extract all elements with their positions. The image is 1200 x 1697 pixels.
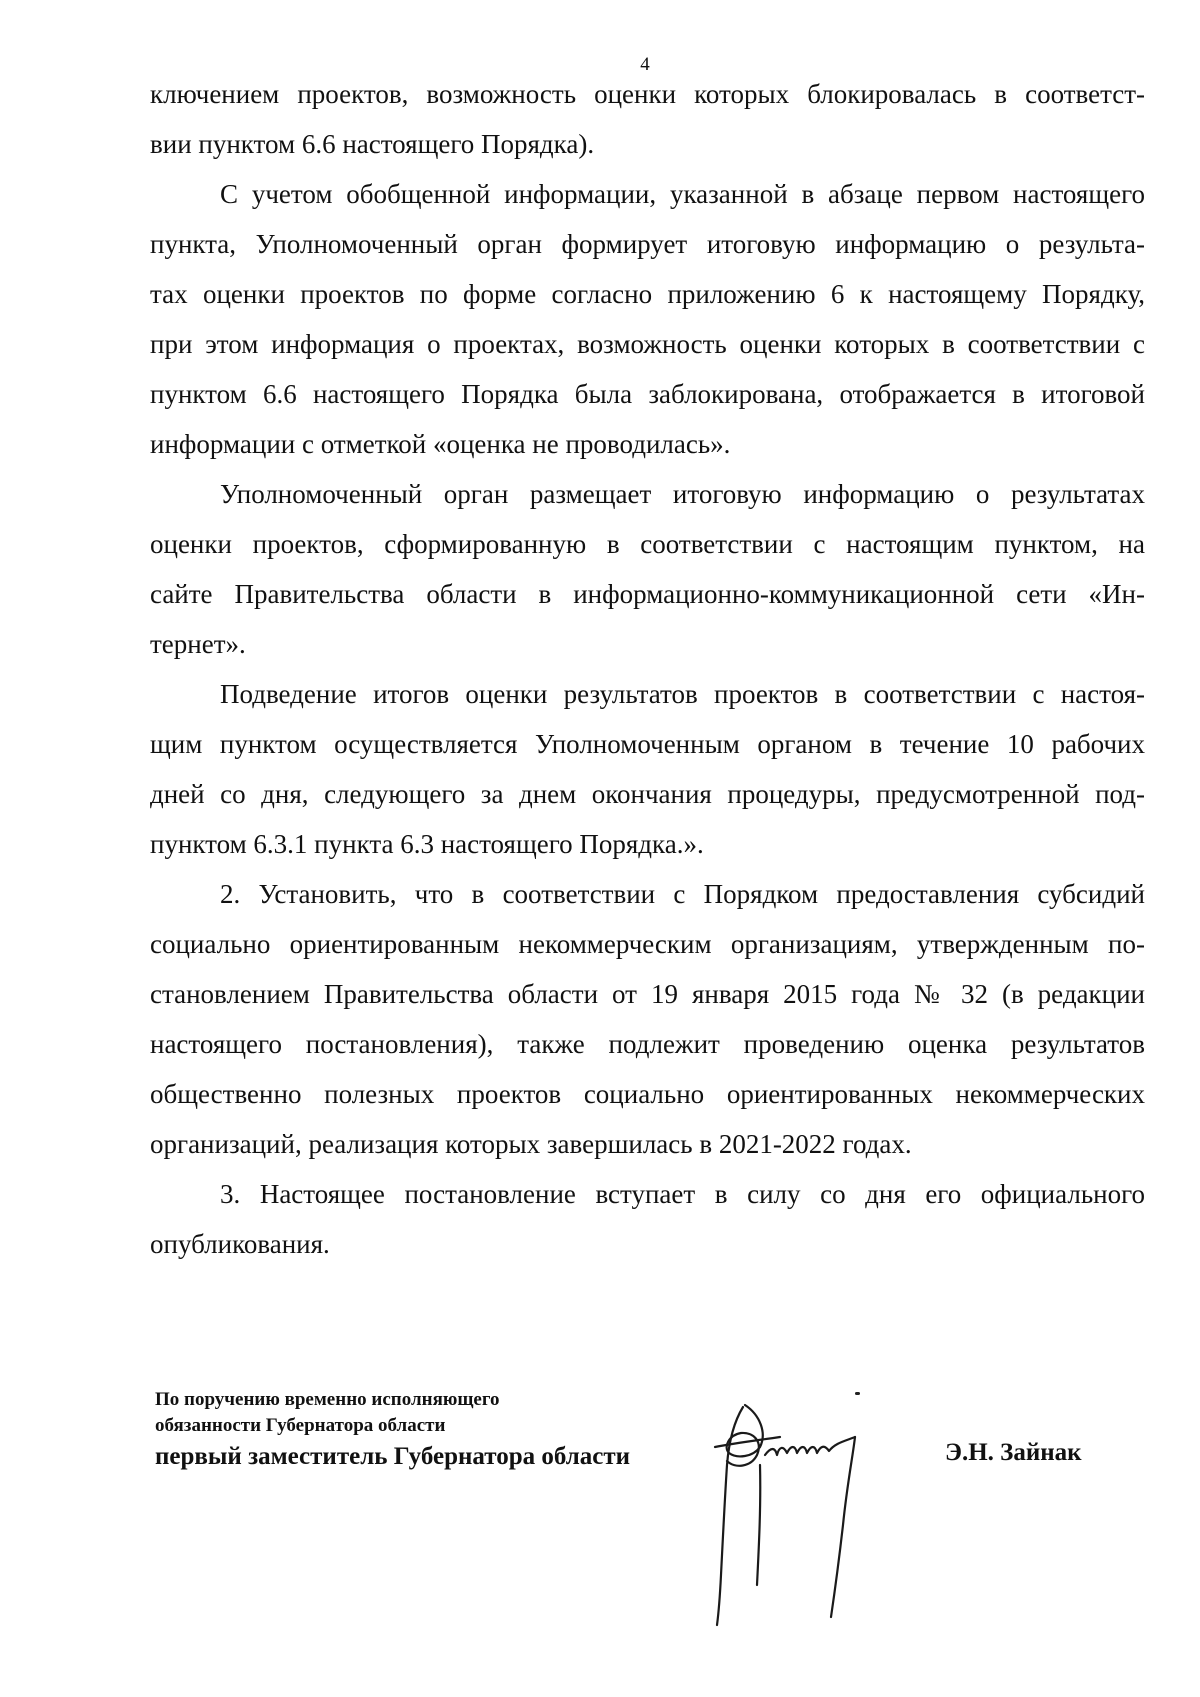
text-line: организаций, реализация которых завершилась в 2021-2022 годах. (150, 1129, 912, 1159)
text-line: пунктом 6.6 настоящего Порядка была заблокирована, отображается в итоговой (150, 379, 1145, 409)
paragraph-first-line: 3. Настоящее постановление вступает в силу со дня его официального (220, 1179, 1145, 1209)
text-line: становлением Правительства области от 19 января 2015 года № 32 (в редакции (150, 979, 1145, 1009)
text-line: тернет». (150, 629, 246, 659)
ink-dot (855, 1392, 860, 1395)
text-line: сайте Правительства области в информационно-коммуникационной сети «Ин- (150, 579, 1145, 609)
paragraph-first-line: Уполномоченный орган размещает итоговую информацию о результатах (220, 479, 1145, 509)
text-line: дней со дня, следующего за днем окончания процедуры, предусмотренной под- (150, 779, 1145, 809)
text-line: информации с отметкой «оценка не проводилась». (150, 429, 731, 459)
text-line: вии пунктом 6.6 настоящего Порядка). (150, 129, 595, 159)
text-line: ключением проектов, возможность оценки которых блокировалась в соответст- (150, 79, 1145, 109)
signature-position: первый заместитель Губернатора области (155, 1443, 631, 1470)
text-line: оценки проектов, сформированную в соответствии с настоящим пунктом, на (150, 529, 1145, 559)
text-line: щим пунктом осуществляется Уполномоченным органом в течение 10 рабочих (150, 729, 1145, 759)
text-line: общественно полезных проектов социально ориентированных некоммерческих (150, 1079, 1145, 1109)
paragraph-first-line: 2. Установить, что в соответствии с Порядком предоставления субсидий (220, 879, 1145, 909)
signature-line-2: обязанности Губернатора области (155, 1415, 446, 1436)
text-line: при этом информация о проектах, возможность оценки которых в соответствии с (150, 329, 1145, 359)
paragraph-first-line: Подведение итогов оценки результатов проектов в соответствии с настоя- (220, 679, 1145, 709)
text-line: пунктом 6.3.1 пункта 6.3 настоящего Порядка.». (150, 829, 704, 859)
text-line: опубликования. (150, 1229, 330, 1259)
text-line: пункта, Уполномоченный орган формирует итоговую информацию о результа- (150, 229, 1145, 259)
paragraph-first-line: С учетом обобщенной информации, указанной в абзаце первом настоящего (220, 179, 1145, 209)
page-number: 4 (640, 54, 650, 75)
text-line: тах оценки проектов по форме согласно приложению 6 к настоящему Порядку, (150, 279, 1145, 309)
text-line: социально ориентированным некоммерческим организациям, утвержденным по- (150, 929, 1145, 959)
signatory-name: Э.Н. Зайнак (945, 1439, 1082, 1466)
signature-line-1: По поручению временно исполняющего (155, 1389, 500, 1410)
text-line: настоящего постановления), также подлежит проведению оценка результатов (150, 1029, 1145, 1059)
handwritten-signature (705, 1385, 905, 1640)
